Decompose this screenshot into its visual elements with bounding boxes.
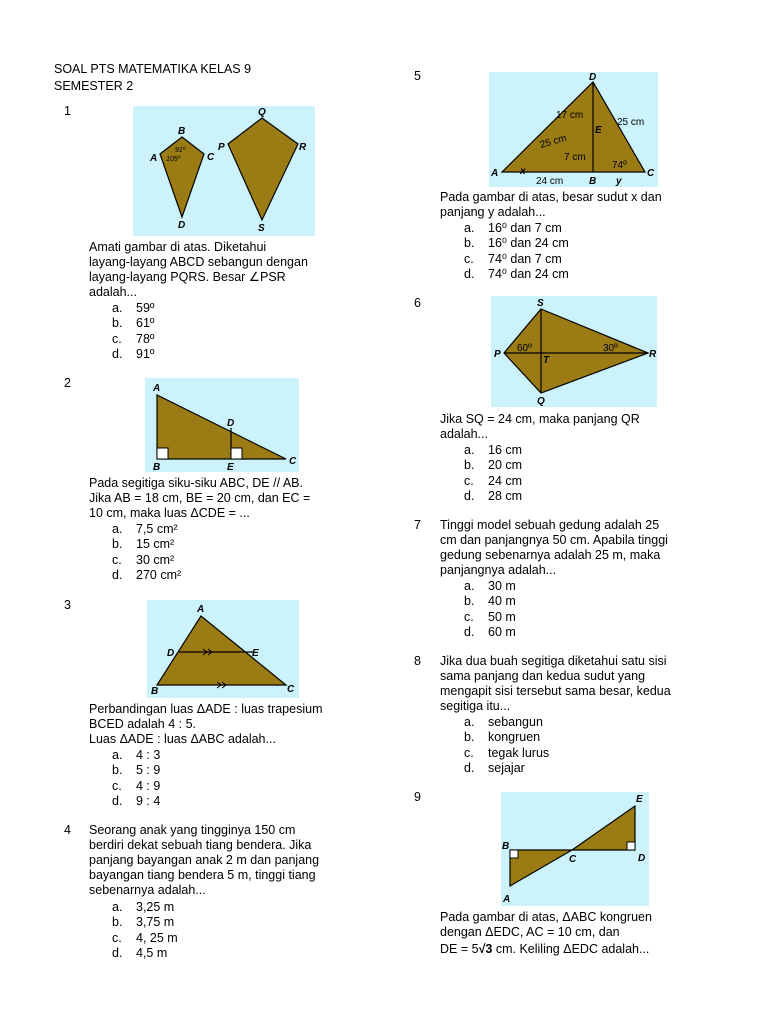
label-y: y [616, 176, 622, 187]
label-c: C [289, 456, 297, 467]
option-a[interactable]: a. 3,25 m [112, 900, 175, 914]
label-b: B [589, 176, 597, 187]
q8-line-2: sama panjang dan kedua sudut yang [440, 669, 646, 683]
q4-line-3: panjang bayangan anak 2 m dan panjang [89, 853, 320, 867]
question-6-figure [491, 296, 657, 407]
kite-figures [133, 106, 315, 236]
q4-line-4: bayangan tiang bendera 5 m, tinggi tiang [89, 868, 316, 882]
question-2-number: 2 [64, 376, 71, 390]
label-d: D [638, 853, 646, 864]
question-5-figure [489, 72, 658, 187]
question-7-text [440, 518, 668, 578]
q7-line-3: gedung sebenarnya adalah 25 m, maka [440, 548, 661, 562]
question-2-text [89, 476, 310, 521]
label-r: R [299, 142, 307, 153]
label-c: C [207, 152, 215, 163]
question-3-number: 3 [64, 598, 71, 612]
option-d[interactable]: d. 4,5 m [112, 945, 168, 960]
q8-line-4: segitiga itu... [440, 699, 511, 713]
label-a: A [491, 168, 499, 179]
question-9-text [440, 910, 652, 957]
q1-line-2: layang-layang ABCD sebangun dengan [89, 255, 308, 269]
q1-line-3: layang-layang PQRS. Besar ∠PSR [89, 270, 286, 284]
option-a[interactable]: a. 7,5 cm² [112, 522, 178, 536]
angle-105: 105º [166, 156, 181, 163]
option-c[interactable]: c. 24 cm [464, 473, 523, 488]
option-b[interactable]: b. 61º [112, 316, 155, 331]
q6-line-1: Jika SQ = 24 cm, maka panjang QR [440, 412, 640, 426]
question-1-text [89, 240, 308, 300]
option-d[interactable]: d. 9 : 4 [112, 793, 161, 808]
option-b[interactable]: b. kongruen [464, 730, 541, 745]
option-b[interactable]: b. 20 cm [464, 458, 523, 473]
option-d[interactable]: d. 28 cm [464, 488, 523, 503]
option-c[interactable]: c. 78º [112, 331, 155, 346]
option-d[interactable]: d. 270 cm² [112, 567, 182, 582]
question-9-number: 9 [414, 790, 421, 804]
title-line-1: SOAL PTS MATEMATIKA KELAS 9 [54, 62, 252, 76]
question-1-figure [133, 106, 315, 236]
q9-line-1: Pada gambar di atas, ΔABC kongruen [440, 910, 652, 924]
option-a[interactable]: a. 30 m [464, 579, 516, 593]
option-b[interactable]: b. 15 cm² [112, 537, 175, 552]
label-a: A [197, 604, 205, 615]
option-c[interactable]: c. 74⁰ dan 7 cm [464, 251, 562, 266]
measure-17cm: 17 cm [556, 110, 584, 121]
label-c: C [287, 684, 295, 695]
question-2-figure [145, 378, 299, 472]
label-b: B [153, 462, 161, 472]
triangle-xy-figure [489, 72, 658, 187]
label-d: D [167, 648, 175, 659]
question-4-options [112, 900, 178, 961]
question-3-options [112, 748, 160, 809]
question-1-options [112, 301, 154, 362]
question-7-options [464, 579, 516, 640]
option-c[interactable]: c. 30 cm² [112, 552, 175, 567]
label-b: B [178, 126, 186, 137]
q3-line-3: Luas ΔADE : luas ΔABC adalah... [89, 732, 276, 746]
option-d[interactable]: d. sejajar [464, 760, 525, 775]
option-d[interactable]: d. 91º [112, 346, 155, 361]
label-a: A [150, 153, 158, 164]
q9-line-3: DE = 5√3 cm. Keliling ΔEDC adalah... [440, 942, 650, 956]
measure-7cm: 7 cm [564, 152, 586, 163]
label-c: C [569, 854, 577, 865]
question-9-figure [501, 792, 649, 906]
question-4-number: 4 [64, 823, 71, 837]
label-b: B [151, 686, 159, 697]
label-s: S [537, 298, 544, 309]
option-c[interactable]: c. 4, 25 m [112, 930, 178, 945]
option-d[interactable]: d. 60 m [464, 624, 516, 639]
q4-line-1: Seorang anak yang tingginya 150 cm [89, 823, 296, 837]
angle-30: 30º [603, 343, 618, 354]
q5-line-1: Pada gambar di atas, besar sudut x dan [440, 190, 662, 204]
q2-line-1: Pada segitiga siku-siku ABC, DE // AB. [89, 476, 303, 490]
label-t: T [543, 355, 550, 366]
q6-line-2: adalah... [440, 427, 488, 441]
label-a: A [503, 894, 511, 905]
title-line-2: SEMESTER 2 [54, 79, 134, 93]
question-3-text [89, 702, 322, 747]
q8-line-3: mengapit sisi tersebut sama besar, kedua [440, 684, 671, 698]
label-r: R [649, 349, 657, 360]
angle-74: 74º [612, 160, 627, 171]
question-1-number: 1 [64, 104, 71, 118]
label-s: S [258, 223, 265, 234]
label-e: E [252, 648, 259, 659]
q4-line-2: berdiri dekat sebuah tiang bendera. Jika [89, 838, 312, 852]
q4-line-5: sebenarnya adalah... [89, 883, 206, 897]
label-p: P [494, 349, 501, 360]
question-8-text [440, 654, 671, 714]
option-a[interactable]: a. 16 cm [464, 443, 523, 457]
triangle-parallel-figure [147, 600, 299, 698]
congruent-triangles-figure [501, 792, 649, 906]
q7-line-4: panjangnya adalah... [440, 563, 557, 577]
question-8-options [464, 715, 549, 776]
label-c: C [647, 168, 655, 179]
question-5-options [464, 221, 569, 282]
right-angle-b [157, 448, 168, 459]
question-6-options [464, 443, 522, 504]
q3-line-2: BCED adalah 4 : 5. [89, 717, 197, 731]
label-e: E [595, 125, 602, 136]
option-b[interactable]: b. 16⁰ dan 24 cm [464, 236, 569, 251]
label-q: Q [258, 107, 266, 118]
label-b: B [502, 841, 510, 852]
label-d: D [589, 72, 597, 83]
option-a[interactable]: a. 16⁰ dan 7 cm [464, 221, 562, 235]
right-triangle-figure [145, 378, 299, 472]
question-2-options [112, 522, 181, 583]
label-a: A [153, 383, 161, 394]
measure-25cm-slant: 25 cm [538, 132, 569, 151]
option-d[interactable]: d. 74⁰ dan 24 cm [464, 266, 569, 281]
option-a[interactable]: a. 4 : 3 [112, 748, 161, 762]
q2-line-3: 10 cm, maka luas ΔCDE = ... [89, 506, 250, 520]
label-e: E [636, 794, 643, 805]
q2-line-2: Jika AB = 18 cm, BE = 20 cm, dan EC = [89, 491, 311, 505]
question-3-figure [147, 600, 299, 698]
right-angle-b [510, 850, 518, 858]
option-b[interactable]: b. 40 m [464, 594, 516, 609]
question-6-number: 6 [414, 296, 421, 310]
option-a[interactable]: a. sebangun [464, 715, 543, 729]
label-d: D [178, 220, 186, 231]
radical-3: √3 [478, 942, 493, 956]
option-c[interactable]: c. 4 : 9 [112, 778, 161, 793]
q7-line-2: cm dan panjangnya 50 cm. Apabila tinggi [440, 533, 668, 547]
label-e: E [227, 462, 234, 472]
right-angle-e [231, 448, 242, 459]
label-x: x [520, 166, 526, 177]
right-angle-d [627, 842, 635, 850]
option-a[interactable]: a. 59º [112, 301, 155, 315]
question-4-text [89, 823, 319, 898]
q3-line-1: Perbandingan luas ΔADE : luas trapesium [89, 702, 323, 716]
question-5-text [440, 190, 662, 220]
option-b[interactable]: b. 3,75 m [112, 915, 175, 930]
triangle-edc [572, 806, 635, 850]
option-c[interactable]: c. tegak lurus [464, 745, 550, 760]
angle-60: 60º [517, 343, 532, 354]
label-d: D [227, 418, 235, 429]
measure-25cm-right: 25 cm [617, 117, 645, 128]
kite-spqr-figure [491, 296, 657, 407]
q8-line-1: Jika dua buah segitiga diketahui satu sisi [440, 654, 667, 668]
option-c[interactable]: c. 50 m [464, 609, 516, 624]
label-q: Q [537, 396, 545, 407]
q1-line-4: adalah... [89, 285, 137, 299]
q7-line-1: Tinggi model sebuah gedung adalah 25 [440, 518, 660, 532]
q1-line-1: Amati gambar di atas. Diketahui [89, 240, 267, 254]
page-title [54, 61, 251, 95]
question-6-text [440, 412, 640, 442]
measure-24cm: 24 cm [536, 176, 564, 187]
q9-line-2: dengan ΔEDC, AC = 10 cm, dan [440, 925, 620, 939]
q5-line-2: panjang y adalah... [440, 205, 546, 219]
label-p: P [218, 142, 225, 153]
angle-91: 91º [175, 147, 186, 154]
question-7-number: 7 [414, 518, 421, 532]
question-8-number: 8 [414, 654, 421, 668]
kite-pqrs [228, 118, 298, 220]
option-b[interactable]: b. 5 : 9 [112, 763, 161, 778]
question-5-number: 5 [414, 69, 421, 83]
triangle-abc [510, 850, 572, 886]
